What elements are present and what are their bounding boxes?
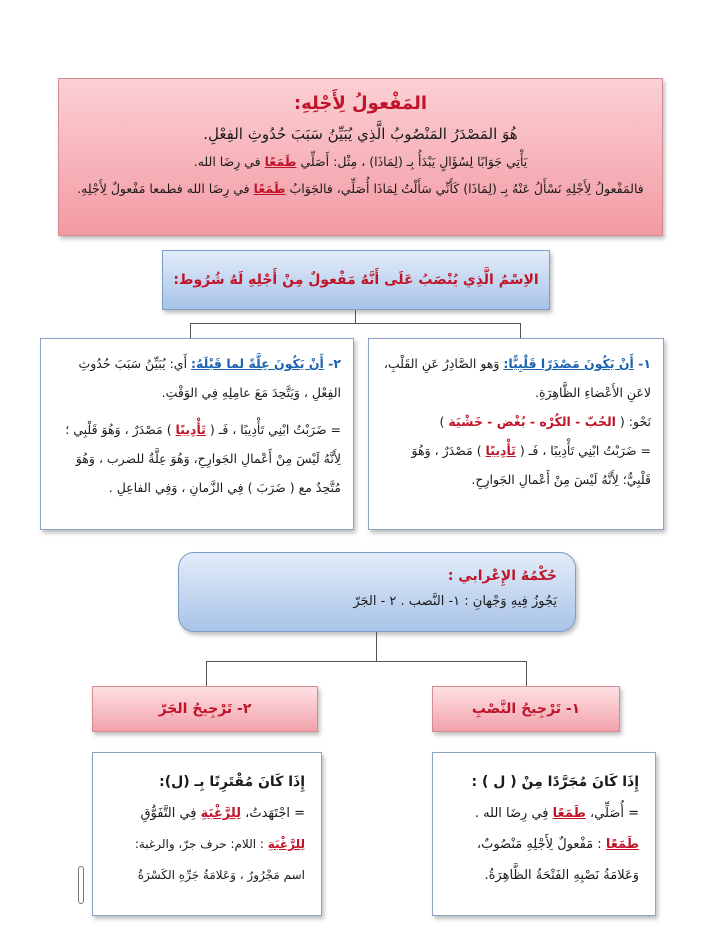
connector-line: [355, 310, 356, 324]
text-part: : اللام: حرف جرّ، والرغبة:: [134, 837, 268, 851]
highlight-word: طَمَعًا: [552, 806, 586, 821]
example-irab-line: [449, 829, 639, 860]
connector-line: [526, 661, 527, 686]
text-part: = أُصَلِّي،: [585, 806, 639, 821]
examples-list: الحُبّ - الكُرْه - بُغْض - خَشْيَة: [448, 414, 616, 429]
condition-1-title: أَنْ يَكُونَ مَصْدَرًا قَلْبِيًّا:: [503, 356, 634, 371]
example-heading: إِذَا كَانَ مُجَرَّدًا مِنْ ( ل ) :: [471, 774, 639, 790]
example-sentence: [449, 798, 639, 829]
text-part: : مَفْعولٌ لِأَجْلِهِ مَنْصُوبٌ،: [476, 837, 606, 852]
example-irab-line: اسم مَجْرُورٌ ، وَعَلامَةُ جَرِّهِ الكَسْرَةُ: [137, 868, 305, 882]
highlight-word: تَأْدِيبًا: [175, 422, 206, 437]
text-part: في رِضَا الله.: [193, 154, 265, 169]
text-part: فالمَفْعولُ لِأَجْلِهِ نَسْأَلُ عَنْهُ بِـ (لِمَاذَا) كَأَنِّي سَأَلْتُ لِمَاذَا أُصَلِّي، فالجَوَابُ: [285, 181, 644, 196]
condition-1-box: [368, 338, 664, 530]
definition-title: المَفْعولُ لِأَجْلِهِ:: [293, 93, 428, 114]
connector-line: [520, 323, 521, 338]
condition-1-example-sentence: [381, 436, 651, 494]
connector-line: [206, 661, 526, 662]
condition-2-text: أَي: يُبَيِّنُ سَبَبَ حُدُوثِ الفِعْلِ ، وَيَتَّحِدَ مَعَ عامِلِهِ فِي الوَقْتِ.: [78, 356, 341, 400]
highlight-word: تَأْدِيبًا: [485, 443, 516, 458]
example-irab-line: [109, 829, 305, 860]
condition-1-title-line: [381, 349, 651, 407]
text-part: في رِضَا الله فطمعا مَفْعولٌ لِأَجْلِهِ.: [77, 181, 254, 196]
text-part: فِي التَّفَوُّقِ: [140, 806, 201, 821]
example-sentence: [109, 798, 305, 829]
connector-line: [206, 661, 207, 686]
irab-title: حُكْمُهُ الإِعْرابي :: [447, 568, 557, 584]
condition-2-example-sentence: [53, 415, 341, 502]
condition-1-text: وَهو الصَّادِرُ عَنِ القَلْبِ، لاعَنِ الأَعْضاءِ الظَّاهِرَةِ.: [383, 356, 651, 400]
condition-2-box: [40, 338, 354, 530]
example-jarr-box: [92, 752, 322, 916]
text-part: يَأْتِي جَوَابًا لِسُؤَالٍ يَبْدَأُ بِـ (لِمَاذَا) ، مِثْل: أَصَلِّي: [296, 154, 528, 169]
definition-example-line: [73, 148, 648, 175]
example-nasb-box: [432, 752, 656, 916]
example-heading: إِذَا كَانَ مُقْتَرِنًا بِـ (ل):: [159, 774, 305, 790]
definition-box: [58, 78, 663, 236]
condition-1-examples: [381, 407, 651, 436]
condition-number: ٢-: [323, 356, 341, 371]
irab-box: [178, 552, 576, 632]
definition-line: هُوَ المَصْدَرُ المَنْصُوبُ الَّذِي يُبَيِّنُ سَبَبَ حُدُوثِ الفِعْلِ.: [203, 125, 518, 143]
text-part: = اجْتَهَدتُ،: [241, 806, 305, 821]
text-part: = ضَرَبْتُ ابْنِي تَأْدِيبًا ، فَـ (: [515, 443, 651, 458]
text-part: ): [439, 414, 445, 429]
highlight-word: طَمَعًا: [253, 181, 286, 196]
text-part: = ضَرَبْتُ ابْنِي تَأْدِيبًا ، فَـ (: [205, 422, 341, 437]
highlight-word: طَمَعًا: [264, 154, 297, 169]
condition-number: ١-: [633, 356, 651, 371]
highlight-word: لِلرَّغْبَةِ: [200, 806, 242, 821]
highlight-word: طَمَعًا: [605, 837, 639, 852]
example-irab-line: وَعَلامَةُ نَصْبِهِ الفَتْحَةُ الظَّاهِرَةُ.: [484, 868, 639, 883]
highlight-word: لِلرَّغْبَةِ: [267, 837, 305, 851]
text-part: نَحْو: (: [619, 414, 651, 429]
irab-text: يَجُوزُ فِيهِ وَجْهانِ : ١- النَّصب . ٢ - الجَرّ: [353, 594, 557, 609]
tarjih-nasb-box: ١- تَرْجِيحُ النَّصْبِ: [432, 686, 620, 732]
connector-line: [190, 323, 520, 324]
text-part: ) مَصْدَرٌ ، وَهُوَ قَلْبِي ؛ لِأَنَّهُ لَيْسَ مِنْ أَعْمالِ الجَوارِحِ، وَهُوَ عِلَّةٌ للضرب ، وَهُوَ مُتَّحِدٌ مع ( ضَرَبَ ) فِي الزَّمانِ ، وَفِي الفاعِلِ .: [65, 422, 341, 495]
text-part: ) مَصْدَرٌ ، وَهُوَ قَلْبِيٌّ؛ لِأَنَّهُ لَيْسَ مِنْ أَعْمالِ الجَوارِحِ.: [411, 443, 651, 487]
tarjih-jarr-box: ٢- تَرْجِيحُ الجَرّ: [92, 686, 318, 732]
condition-2-title-line: [53, 349, 341, 407]
conditions-header: الاِسْمُ الَّذِي يُنْصَبُ عَلَى أَنَّهُ مَفْعولٌ مِنْ أَجْلِهِ لَهُ شُرُوط:: [162, 250, 550, 310]
scroll-handle[interactable]: [78, 866, 84, 904]
connector-line: [190, 323, 191, 338]
text-part: فِي رِضَا الله .: [474, 806, 553, 821]
definition-explanation-line: [73, 175, 648, 202]
connector-line: [376, 632, 377, 662]
condition-2-title: أَنْ يَكُونَ عِلَّةً لما قَبْلَهُ:: [191, 356, 324, 371]
